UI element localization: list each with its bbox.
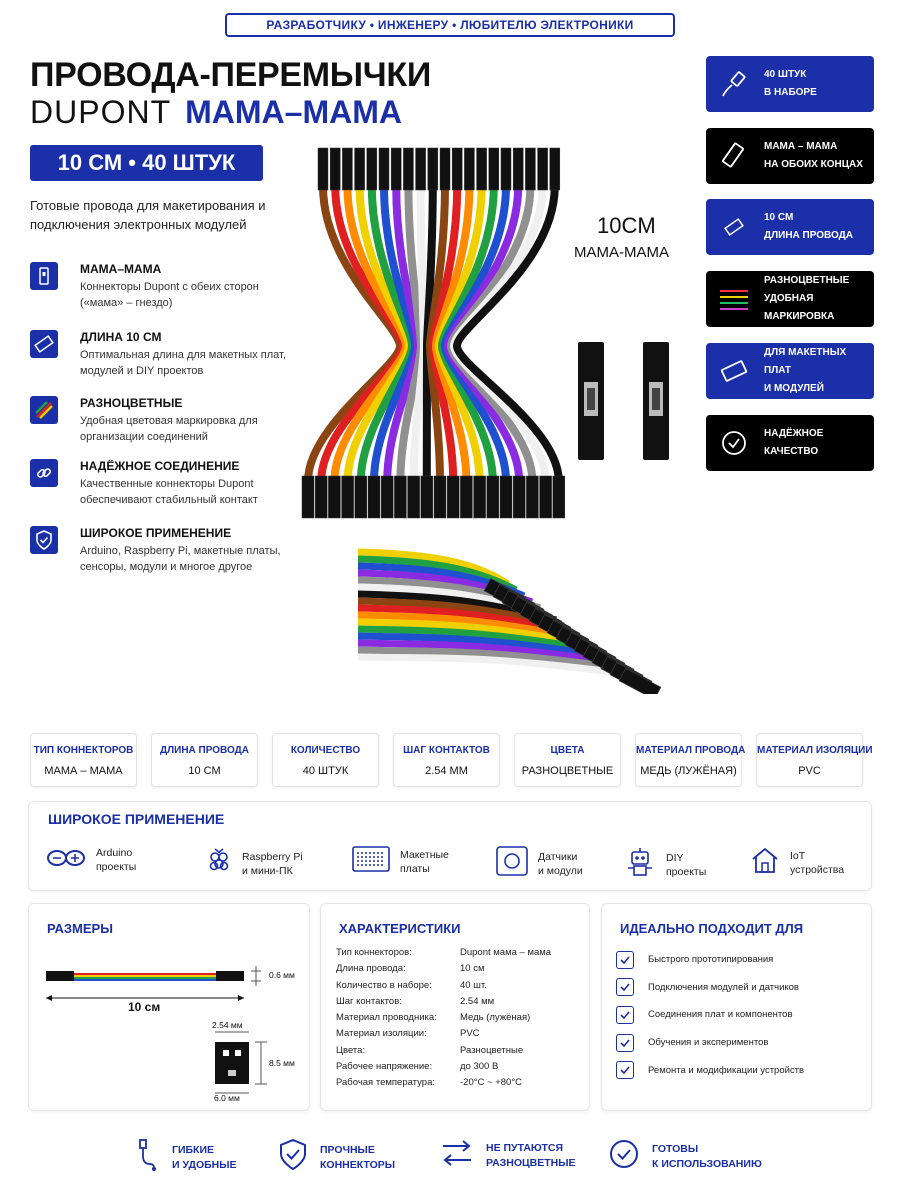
spec-cell xyxy=(514,733,621,787)
feature-item xyxy=(30,459,300,508)
ruler-icon xyxy=(712,217,756,237)
characteristic-row xyxy=(336,1059,551,1075)
ideal-item-label: Подключения модулей и датчиков xyxy=(648,981,799,993)
ideal-item-label: Соединения плат и компонентов xyxy=(648,1009,793,1021)
spec-cell xyxy=(272,733,379,787)
highlight-card-subtitle: УДОБНАЯ МАРКИРОВКА xyxy=(764,293,835,322)
arrows-icon xyxy=(440,1138,474,1173)
characteristic-key: Материал изоляции: xyxy=(336,1028,427,1040)
product-description: Готовые провода для макетирования и подключения электронных модулей xyxy=(30,198,266,232)
application-sublabel: проекты xyxy=(96,861,137,873)
wires-closeup-image xyxy=(358,544,668,694)
checkbox-icon xyxy=(616,951,634,969)
characteristic-value: Разноцветные xyxy=(460,1044,524,1056)
characteristic-row xyxy=(336,1043,551,1059)
ideal-panel xyxy=(601,903,872,1111)
application-item xyxy=(352,846,449,877)
application-sublabel: платы xyxy=(400,862,430,875)
application-label: Макетные xyxy=(400,848,449,861)
highlight-card xyxy=(706,56,874,112)
benefit-sublabel: И УДОБНЫЕ xyxy=(172,1158,237,1171)
ideal-item xyxy=(616,974,804,1002)
spec-cell xyxy=(756,733,873,787)
application-label: Arduino xyxy=(96,847,133,859)
highlight-card-title: МАМА – МАМА xyxy=(764,141,838,152)
application-sublabel: устройства xyxy=(790,863,845,876)
benefit-label: ГИБКИЕ xyxy=(172,1143,215,1156)
connector-icon xyxy=(712,141,756,171)
benefit-label: ГОТОВЫ xyxy=(652,1142,699,1155)
highlight-card xyxy=(706,199,874,255)
home-icon xyxy=(750,846,780,879)
characteristic-row xyxy=(336,1075,551,1091)
length-count-badge: 10 СМ • 40 ШТУК xyxy=(30,145,263,181)
highlight-card-subtitle: В НАБОРЕ xyxy=(764,87,817,98)
ideal-item xyxy=(616,1056,804,1084)
wire-diameter-label: 0.6 мм xyxy=(269,970,295,980)
characteristic-key: Длина провода: xyxy=(336,963,406,975)
ideal-list xyxy=(616,946,804,1084)
spec-title: ТИП КОННЕКТОРОВ xyxy=(33,745,134,756)
photo-type-label: MAMA-MAMA xyxy=(574,244,669,261)
ideal-item-label: Обучения и экспериментов xyxy=(648,1037,769,1049)
benefit-item xyxy=(130,1138,237,1177)
feature-description: Коннекторы Dupont с обеих сторон («мама» – гнездо) xyxy=(80,281,259,309)
dimensions-title: РАЗМЕРЫ xyxy=(47,921,113,936)
single-connector-image-2 xyxy=(641,342,671,460)
spec-value: МАМА – МАМА xyxy=(44,765,123,777)
ideal-item xyxy=(616,1001,804,1029)
feature-description: Arduino, Raspberry Pi, макетные платы, сенсоры, модули и многое другое xyxy=(80,545,281,573)
ideal-item xyxy=(616,946,804,974)
application-sublabel: и модули xyxy=(538,864,583,877)
characteristic-value: 10 см xyxy=(460,963,485,975)
checkbox-icon xyxy=(616,1061,634,1079)
spec-title: МАТЕРИАЛ ИЗОЛЯЦИИ xyxy=(757,745,873,756)
characteristic-value: до 300 В xyxy=(460,1061,499,1073)
ideal-item-label: Ремонта и модификации устройств xyxy=(648,1064,805,1076)
characteristic-value: -20°C ~ +80°C xyxy=(460,1077,522,1089)
spec-title: МАТЕРИАЛ ПРОВОДА xyxy=(636,745,746,756)
application-sublabel: проекты xyxy=(666,865,707,878)
sensor-icon xyxy=(496,846,528,881)
highlight-card-title: ДЛЯ МАКЕТНЫХ ПЛАТ xyxy=(764,347,847,376)
highlight-card xyxy=(706,128,874,184)
application-label: Датчики xyxy=(538,850,578,863)
spec-title: ШАГ КОНТАКТОВ xyxy=(403,745,490,756)
applications-panel xyxy=(28,801,872,891)
spec-cell xyxy=(635,733,746,787)
characteristic-row xyxy=(336,1026,551,1042)
pitch-label: 2.54 мм xyxy=(212,1020,243,1030)
spec-title: ДЛИНА ПРОВОДА xyxy=(159,745,250,756)
spec-value: 2.54 ММ xyxy=(425,765,468,777)
characteristic-value: PVC xyxy=(460,1028,480,1040)
feature-title: МАМА–МАМА xyxy=(80,262,162,276)
checkbox-icon xyxy=(616,1034,634,1052)
connector-height-label: 8.5 мм xyxy=(269,1058,295,1068)
highlight-card-title: НАДЁЖНОЕ xyxy=(764,428,824,439)
characteristic-key: Цвета: xyxy=(336,1044,366,1056)
feature-description: Качественные коннекторы Dupont обеспечивают стабильный контакт xyxy=(80,478,258,506)
characteristic-value: 40 шт. xyxy=(460,979,487,991)
highlight-card xyxy=(706,415,874,471)
application-item xyxy=(750,846,844,879)
highlight-card-subtitle: КАЧЕСТВО xyxy=(764,446,819,457)
spec-value: 10 СМ xyxy=(188,765,221,777)
spec-title: КОЛИЧЕСТВО xyxy=(290,745,361,756)
flex-cable-icon xyxy=(130,1138,160,1177)
shield-icon xyxy=(30,526,58,554)
dimensions-drawing xyxy=(43,962,303,1112)
robot-icon xyxy=(624,846,656,883)
application-label: DIY xyxy=(666,851,684,864)
application-sublabel: и мини-ПК xyxy=(242,864,293,877)
characteristics-title: ХАРАКТЕРИСТИКИ xyxy=(339,921,461,936)
ideal-title: ИДЕАЛЬНО ПОДХОДИТ ДЛЯ xyxy=(620,921,804,936)
characteristic-key: Шаг контактов: xyxy=(336,995,402,1007)
link-icon xyxy=(30,459,58,487)
spec-cell xyxy=(393,733,500,787)
checkbox-icon xyxy=(616,1006,634,1024)
color-wires-icon xyxy=(712,286,756,312)
characteristic-key: Количество в наборе: xyxy=(336,979,432,991)
benefit-item xyxy=(608,1138,762,1175)
ruler-icon xyxy=(30,330,58,358)
feature-item xyxy=(30,262,300,311)
characteristic-value: 2.54 мм xyxy=(460,995,495,1007)
benefit-item xyxy=(440,1138,576,1173)
benefit-label: ПРОЧНЫЕ xyxy=(320,1143,375,1156)
audience-banner: РАЗРАБОТЧИКУ • ИНЖЕНЕРУ • ЛЮБИТЕЛЮ ЭЛЕКТРОНИКИ xyxy=(225,13,675,37)
characteristic-key: Рабочая температура: xyxy=(336,1077,435,1089)
wire-length-label: 10 см xyxy=(128,1000,161,1014)
feature-title: ДЛИНА 10 СМ xyxy=(80,330,162,344)
brand-dupont: DUPONT xyxy=(30,94,172,130)
rainbow-icon xyxy=(30,396,58,424)
feature-item xyxy=(30,526,300,575)
spec-value: 40 ШТУК xyxy=(302,765,349,777)
feature-item xyxy=(30,396,300,445)
feature-item xyxy=(30,330,300,379)
highlight-card xyxy=(706,271,874,327)
characteristic-key: Тип коннекторов: xyxy=(336,947,412,958)
breadboard-icon xyxy=(352,846,390,877)
application-item xyxy=(206,846,303,881)
application-label: Raspberry Pi xyxy=(242,850,303,863)
application-label: IoT xyxy=(790,849,806,862)
characteristic-key: Рабочее напряжение: xyxy=(336,1061,433,1073)
applications-title: ШИРОКОЕ ПРИМЕНЕНИЕ xyxy=(48,811,225,827)
feature-title: НАДЁЖНОЕ СОЕДИНЕНИЕ xyxy=(80,459,240,473)
characteristic-row xyxy=(336,994,551,1010)
characteristic-row xyxy=(336,1010,551,1026)
application-item xyxy=(624,846,706,883)
characteristic-value: Dupont мама – мама xyxy=(460,947,552,958)
spec-value: МЕДЬ (ЛУЖЁНАЯ) xyxy=(640,765,737,777)
page-subtitle-line xyxy=(30,94,402,131)
characteristic-key: Материал проводника: xyxy=(336,1012,437,1024)
benefit-sublabel: КОННЕКТОРЫ xyxy=(320,1158,396,1171)
spec-value: РАЗНОЦВЕТНЫЕ xyxy=(521,765,614,777)
spec-cell xyxy=(30,733,137,787)
highlight-card-subtitle: ДЛИНА ПРОВОДА xyxy=(764,230,854,241)
spec-title: ЦВЕТА xyxy=(550,745,585,756)
characteristic-row xyxy=(336,978,551,994)
checkbox-icon xyxy=(616,978,634,996)
highlight-card-subtitle: НА ОБОИХ КОНЦАХ xyxy=(764,159,863,170)
arduino-icon xyxy=(46,847,86,874)
page-title: ПРОВОДА-ПЕРЕМЫЧКИ xyxy=(30,56,431,94)
application-item xyxy=(496,846,583,881)
benefit-item xyxy=(278,1138,395,1177)
benefit-sublabel: К ИСПОЛЬЗОВАНИЮ xyxy=(652,1157,762,1170)
mama-icon xyxy=(30,262,58,290)
wires-bundle-image xyxy=(290,146,570,526)
spec-value: PVC xyxy=(798,765,821,777)
highlight-card-title: 10 СМ xyxy=(764,212,794,223)
breadboard-icon xyxy=(712,356,756,386)
photo-length-label: 10CM xyxy=(597,213,656,238)
characteristics-panel xyxy=(320,903,590,1111)
check-circle-icon xyxy=(608,1138,640,1175)
shield-check-icon xyxy=(278,1138,308,1177)
characteristics-table xyxy=(336,945,551,1092)
feature-title: ШИРОКОЕ ПРИМЕНЕНИЕ xyxy=(80,526,232,540)
highlight-card xyxy=(706,343,874,399)
raspberry-icon xyxy=(206,846,232,881)
benefit-sublabel: РАЗНОЦВЕТНЫЕ xyxy=(486,1156,576,1169)
highlight-card-subtitle: И МОДУЛЕЙ xyxy=(764,383,824,394)
connector-width-label: 6.0 мм xyxy=(214,1093,240,1103)
check-circle-icon xyxy=(712,428,756,458)
feature-description: Удобная цветовая маркировка для организации соединений xyxy=(80,415,258,443)
spec-cell xyxy=(151,733,258,787)
ideal-item-label: Быстрого прототипирования xyxy=(648,954,774,966)
dimensions-panel xyxy=(28,903,310,1111)
characteristic-value: Медь (лужёная) xyxy=(460,1012,531,1024)
highlight-card-title: 40 ШТУК xyxy=(764,69,807,80)
highlight-card-title: РАЗНОЦВЕТНЫЕ xyxy=(764,275,850,286)
feature-description: Оптимальная длина для макетных плат, модулей и DIY проектов xyxy=(80,349,286,377)
characteristic-row xyxy=(336,945,551,961)
connector-type: МАМА–МАМА xyxy=(185,94,402,130)
cable-plug-icon xyxy=(712,69,756,99)
single-connector-image-1 xyxy=(576,342,606,460)
application-item xyxy=(46,846,136,874)
benefit-label: НЕ ПУТАЮТСЯ xyxy=(486,1141,564,1154)
characteristic-row xyxy=(336,961,551,977)
feature-title: РАЗНОЦВЕТНЫЕ xyxy=(80,396,183,410)
ideal-item xyxy=(616,1029,804,1057)
